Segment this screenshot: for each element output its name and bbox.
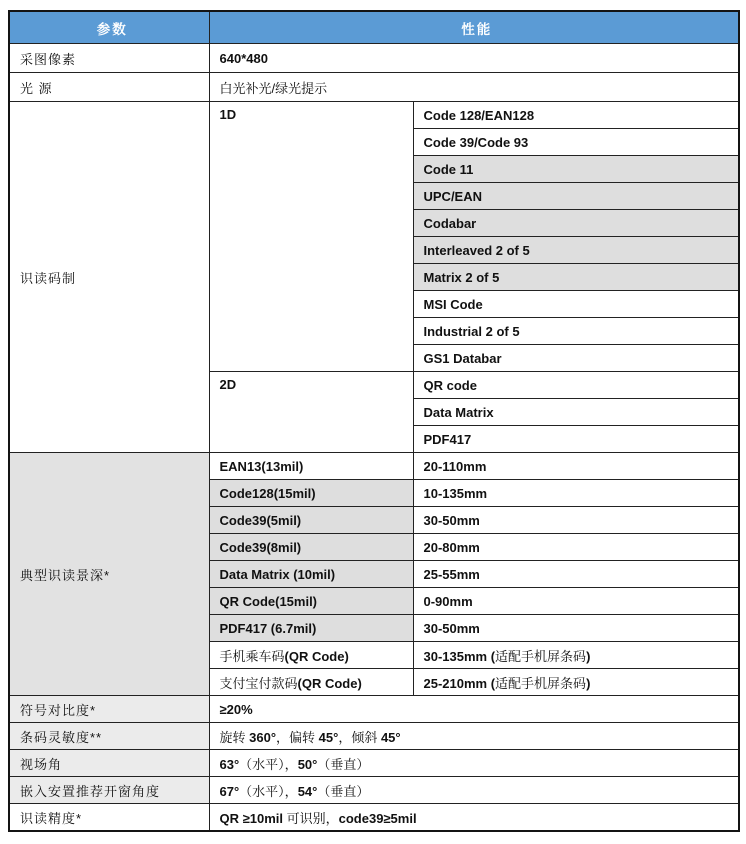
text-bold-run: 20-110mm xyxy=(423,458,487,474)
code-name-cell: GS1 Databar xyxy=(413,345,739,372)
text-bold-run: 25-55mm xyxy=(423,566,480,582)
text-bold-run: 25-210mm ( xyxy=(423,675,496,691)
table-row xyxy=(9,102,739,129)
text-regular-run: ，偏转 xyxy=(276,729,319,745)
row-value xyxy=(209,696,739,723)
text-bold-run: 30-50mm xyxy=(423,620,480,636)
code-name-cell: Matrix 2 of 5 xyxy=(413,264,739,291)
text-bold-run: ≥20% xyxy=(219,701,253,717)
text-bold-run: 640*480 xyxy=(219,50,268,66)
depth-name-cell xyxy=(209,642,413,669)
row-label: 视场角 xyxy=(9,750,209,777)
depth-name-cell xyxy=(209,507,413,534)
code-name-cell: Code 11 xyxy=(413,156,739,183)
row-value xyxy=(209,73,739,102)
text-bold-run: 67° xyxy=(219,783,240,799)
text-bold-run: 10-135mm xyxy=(423,485,488,501)
code-name-cell: QR code xyxy=(413,372,739,399)
section-label-depth: 典型识读景深* xyxy=(9,453,209,696)
text-bold-run: ) xyxy=(586,675,591,691)
row-label: 识读精度* xyxy=(9,804,209,832)
code-name-cell: UPC/EAN xyxy=(413,183,739,210)
text-bold-run: 0-90mm xyxy=(423,593,473,609)
text-bold-run: 30-135mm ( xyxy=(423,648,496,664)
text-bold-run: 360° xyxy=(249,729,277,745)
text-bold-run: 63° xyxy=(219,756,240,772)
spec-table xyxy=(8,10,740,832)
text-bold-run: (QR Code) xyxy=(284,648,349,664)
code-name-cell: Data Matrix xyxy=(413,399,739,426)
section-label-code: 识读码制 xyxy=(9,102,209,453)
spec-table-body xyxy=(9,44,739,832)
depth-value-cell xyxy=(413,507,739,534)
text-regular-run: 支付宝付款码 xyxy=(219,675,298,691)
code-name-cell: Codabar xyxy=(413,210,739,237)
code-name-cell: Industrial 2 of 5 xyxy=(413,318,739,345)
text-regular-run: 适配手机屏条码 xyxy=(495,648,587,664)
text-bold-run: 54° xyxy=(297,783,318,799)
row-value xyxy=(209,44,739,73)
depth-value-cell xyxy=(413,561,739,588)
table-row xyxy=(9,44,739,73)
text-regular-run: 手机乘车码 xyxy=(219,648,285,664)
depth-name-cell xyxy=(209,561,413,588)
text-bold-run: 45° xyxy=(318,729,339,745)
text-bold-run: Code128(15mil) xyxy=(219,485,316,501)
row-value xyxy=(209,723,739,750)
row-value xyxy=(209,750,739,777)
row-label: 条码灵敏度** xyxy=(9,723,209,750)
text-bold-run: 45° xyxy=(380,729,401,745)
header-row xyxy=(9,11,739,44)
depth-name-cell xyxy=(209,480,413,507)
text-bold-run: Code39(5mil) xyxy=(219,512,302,528)
depth-value-cell xyxy=(413,534,739,561)
depth-name-cell xyxy=(209,534,413,561)
table-row xyxy=(9,723,739,750)
text-bold-run: 20-80mm xyxy=(423,539,480,555)
row-value xyxy=(209,804,739,832)
text-bold-run: 30-50mm xyxy=(423,512,480,528)
text-regular-run: （垂直） xyxy=(317,756,370,772)
code-name-cell: PDF417 xyxy=(413,426,739,453)
text-bold-run: Code39(8mil) xyxy=(219,539,302,555)
header-cell-param: 参数 xyxy=(9,11,209,44)
table-row xyxy=(9,804,739,832)
text-bold-run: PDF417 (6.7mil) xyxy=(219,620,317,636)
depth-value-cell xyxy=(413,642,739,669)
text-bold-run: QR ≥10mil xyxy=(219,810,283,826)
depth-value-cell xyxy=(413,453,739,480)
text-bold-run: Data Matrix (10mil) xyxy=(219,566,336,582)
code-type-cell: 1D xyxy=(209,102,413,372)
text-regular-run: 适配手机屏条码 xyxy=(495,675,587,691)
table-row xyxy=(9,453,739,480)
text-bold-run: QR Code(15mil) xyxy=(219,593,318,609)
row-label: 采图像素 xyxy=(9,44,209,73)
code-type-cell: 2D xyxy=(209,372,413,453)
depth-value-cell xyxy=(413,480,739,507)
code-name-cell: Code 39/Code 93 xyxy=(413,129,739,156)
row-label: 嵌入安置推荐开窗角度 xyxy=(9,777,209,804)
row-value xyxy=(209,777,739,804)
row-label: 符号对比度* xyxy=(9,696,209,723)
text-bold-run: code39≥5mil xyxy=(338,810,417,826)
text-regular-run: 白光补光/绿光提示 xyxy=(219,80,328,96)
depth-name-cell xyxy=(209,453,413,480)
text-bold-run: ) xyxy=(586,648,591,664)
table-row xyxy=(9,750,739,777)
text-regular-run: 旋转 xyxy=(219,729,250,745)
row-label: 光 源 xyxy=(9,73,209,102)
text-regular-run: （垂直） xyxy=(317,783,370,799)
table-row xyxy=(9,777,739,804)
depth-name-cell xyxy=(209,669,413,696)
table-row xyxy=(9,696,739,723)
depth-value-cell xyxy=(413,615,739,642)
spec-table-header xyxy=(9,11,739,44)
code-name-cell: Code 128/EAN128 xyxy=(413,102,739,129)
text-regular-run: ，倾斜 xyxy=(338,729,381,745)
depth-name-cell xyxy=(209,615,413,642)
text-regular-run: 可识别， xyxy=(283,810,339,826)
depth-value-cell xyxy=(413,588,739,615)
table-row xyxy=(9,73,739,102)
depth-value-cell xyxy=(413,669,739,696)
text-regular-run: （水平）， xyxy=(239,756,298,772)
code-name-cell: Interleaved 2 of 5 xyxy=(413,237,739,264)
text-bold-run: EAN13(13mil) xyxy=(219,458,304,474)
text-bold-run: (QR Code) xyxy=(297,675,362,691)
text-bold-run: 50° xyxy=(297,756,318,772)
header-cell-performance: 性能 xyxy=(209,11,739,44)
text-regular-run: （水平）， xyxy=(239,783,298,799)
depth-name-cell xyxy=(209,588,413,615)
code-name-cell: MSI Code xyxy=(413,291,739,318)
